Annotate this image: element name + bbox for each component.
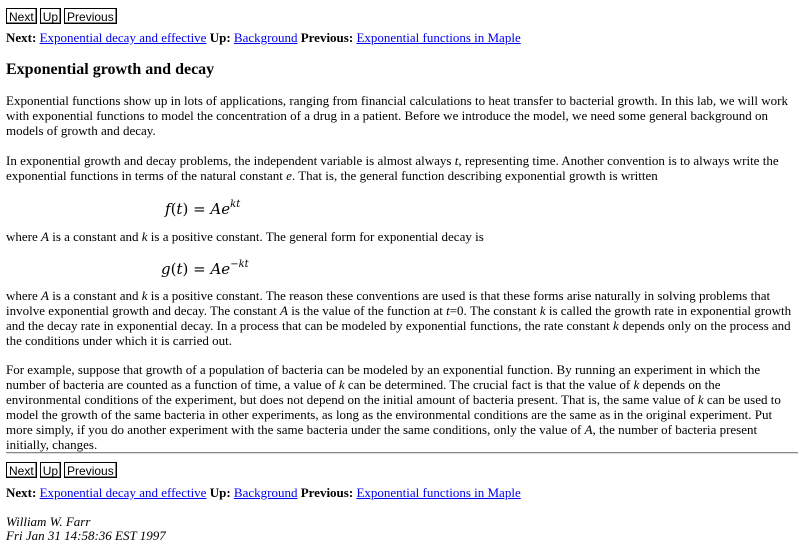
next-button-bottom[interactable]: Next: [6, 462, 37, 478]
next-link[interactable]: Exponential decay and effective: [39, 30, 207, 45]
paragraph-conventions: In exponential growth and decay problems, the independent variable is almost always t, representing time. Another convention is to always write the exponential functions in terms of the natural constant e. That is, the general function describing exponential growth is written: [6, 153, 779, 183]
previous-link[interactable]: Exponential functions in Maple: [356, 30, 521, 45]
paragraph-growth-constants: where A is a constant and k is a positive constant. The general form for exponential decay is: [6, 229, 484, 244]
previous-link-bottom[interactable]: Exponential functions in Maple: [356, 485, 521, 500]
previous-button[interactable]: Previous: [64, 8, 117, 24]
growth-formula: $f(t) = Ae^{kt}$: [165, 199, 241, 218]
decay-formula: $g(t) = Ae^{-kt}$: [161, 259, 249, 278]
paragraph-decay-constants: where A is a constant and k is a positive constant. The reason these conventions are used is that these forms arise naturally in solving problems that involve exponential growth and decay. The constant A is the value of the function at t=0. The constant k is called the growth rate in exponential growth and the decay rate in exponential decay. In a process that can be modeled by exponential functions, the rate constant k depends only on the process and the conditions under which it is carried out.: [6, 288, 792, 348]
divider: [6, 452, 798, 454]
bottom-nav-buttons: [6, 462, 120, 478]
up-button[interactable]: Up: [40, 8, 61, 24]
up-button-bottom[interactable]: Up: [40, 462, 61, 478]
paragraph-intro: Exponential functions show up in lots of applications, ranging from financial calculations to heat transfer to bacterial growth. In this lab, we will work with exponential functions to model the concentration of a drug in a patient. Before we introduce the model, we need some general background on models of growth and decay.: [6, 93, 788, 138]
top-nav-links: [6, 30, 521, 45]
previous-label: Previous:: [300, 30, 354, 45]
up-link-bottom[interactable]: Background: [233, 485, 298, 500]
page-title: Exponential growth and decay: [6, 61, 215, 78]
previous-label-bottom: Previous:: [300, 485, 354, 500]
next-label: Next:: [6, 30, 37, 45]
last-modified-date: Fri Jan 31 14:58:36 EST 1997: [6, 528, 166, 543]
next-button[interactable]: Next: [6, 8, 37, 24]
bottom-nav-links: [6, 485, 521, 500]
previous-button-bottom[interactable]: Previous: [64, 462, 117, 478]
top-nav-buttons: [6, 8, 120, 24]
paragraph-bacteria-example: For example, suppose that growth of a population of bacteria can be modeled by an exponential function. By running an experiment in which the number of bacteria are counted as a function of time, a value of k can be determined. The crucial fact is that the value of k depends on the environmental conditions of the experiment, but does not depend on the initial amount of bacteria present. That is, the same value of k can be used to model the growth of the same bacteria in other experiments, as long as the environmental conditions are the same as in the original experiment. Put more simply, if you do another experiment with the same bacteria under the same conditions, only the value of A, the number of bacteria present initially, changes.: [6, 362, 781, 452]
up-link[interactable]: Background: [233, 30, 298, 45]
up-label: Up:: [209, 30, 231, 45]
next-link-bottom[interactable]: Exponential decay and effective: [39, 485, 207, 500]
up-label-bottom: Up:: [209, 485, 231, 500]
author-name: William W. Farr: [6, 514, 91, 529]
next-label-bottom: Next:: [6, 485, 37, 500]
